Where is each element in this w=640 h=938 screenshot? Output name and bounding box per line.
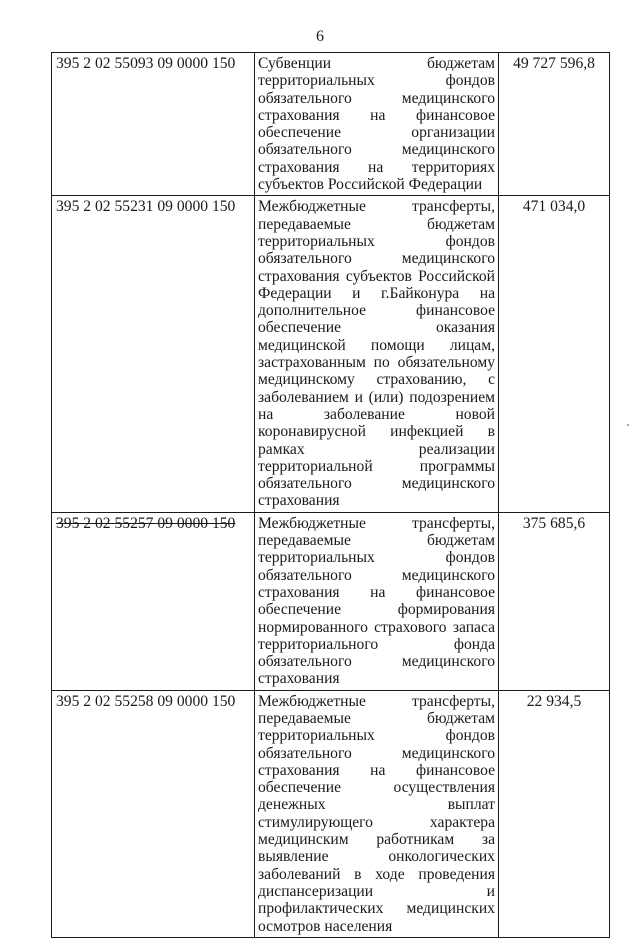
struck-code-text: 395 2 02 55257 09 0000 150 [56,514,236,532]
amount-value: 471 034,0 [499,196,610,512]
classification-code: 395 2 02 55231 09 0000 150 [52,196,255,512]
scan-artifact [627,424,629,426]
income-description: Межбюджетные трансферты, передаваемые бюджетам территориальных фондов обязательного медицинского страхования на финансовое обеспечение осуществления денежных выплат стимулирующего характера медицинским работникам за выявление онкологических заболеваний в ходе проведения диспансеризации и профилактических медицинских осмотров населения [255,690,499,937]
table-row [52,690,610,937]
income-description: Субвенции бюджетам территориальных фондов обязательного медицинского страхования на финансовое обеспечение организации обязательного медицинского страхования на территориях субъектов Российской Федерации [255,53,499,196]
budget-table [51,52,610,938]
table-row [52,53,610,196]
classification-code [52,512,255,690]
page-number: 6 [316,28,324,45]
amount-value: 22 934,5 [499,690,610,937]
amount-value: 375 685,6 [499,512,610,690]
classification-code: 395 2 02 55258 09 0000 150 [52,690,255,937]
amount-value: 49 727 596,8 [499,53,610,196]
table-row [52,196,610,512]
income-description: Межбюджетные трансферты, передаваемые бюджетам территориальных фондов обязательного медицинского страхования субъектов Российской Федерации и г.Байконура на дополнительное финансовое обеспечение оказания медицинской помощи лицам, застрахованным по обязательному медицинскому страхованию, с заболеванием и (или) подозрением на заболевание новой коронавирусной инфекцией в рамках реализации территориальной программы обязательного медицинского страхования [255,196,499,512]
classification-code: 395 2 02 55093 09 0000 150 [52,53,255,196]
income-description: Межбюджетные трансферты, передаваемые бюджетам территориальных фондов обязательного медицинского страхования на финансовое обеспечение формирования нормированного страхового запаса территориального фонда обязательного медицинского страхования [255,512,499,690]
table-row [52,512,610,690]
